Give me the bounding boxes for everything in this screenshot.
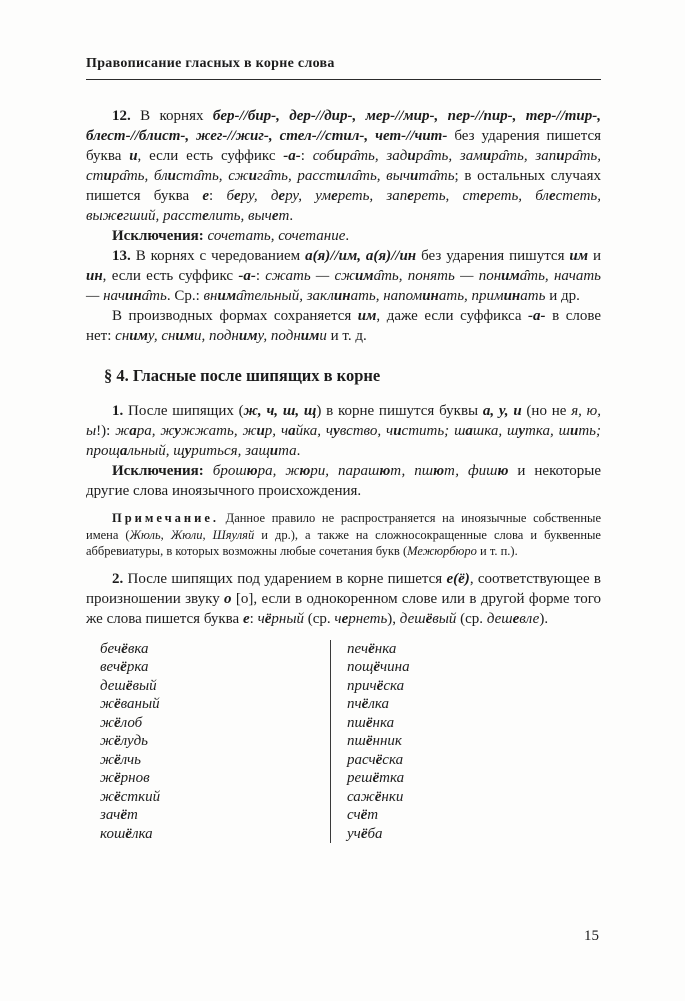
word-column-left [86, 640, 330, 844]
text-segment: ра, ж [136, 423, 175, 439]
text-segment: е [278, 188, 286, 204]
text-segment: им [217, 288, 237, 304]
word-item [100, 751, 330, 770]
text-segment: ё [375, 751, 383, 768]
text-segment: ин [503, 288, 521, 304]
text-segment: и [129, 148, 138, 164]
text-segment: е [242, 610, 250, 627]
text-segment: зач [100, 807, 121, 823]
text-segment: ж [100, 788, 114, 805]
text-segment: и т. д. [326, 328, 367, 344]
text-segment: вый [432, 610, 457, 627]
text-segment: льный, щ [127, 443, 185, 459]
text-segment: у [333, 423, 340, 439]
text-segment: вле [519, 610, 540, 627]
text-segment: В корнях с чередованием [135, 248, 306, 264]
text-segment: -а- [528, 308, 546, 324]
text-segment: и [556, 148, 565, 164]
text-segment: ё [113, 733, 121, 749]
text-segment: деш [486, 610, 513, 627]
text-segment: соб [312, 148, 334, 164]
text-segment: а [465, 423, 473, 439]
text-segment: ё [360, 825, 368, 842]
text-segment: В корнях [140, 108, 213, 124]
word-item [347, 714, 601, 733]
text-segment: ж [100, 696, 114, 712]
text-segment: 1. [112, 403, 129, 419]
note-paragraph [86, 510, 601, 560]
text-segment: реш [347, 770, 373, 786]
text-segment: сн [115, 328, 130, 344]
section-heading: § 4. Гласные после шипящих в корне [104, 366, 381, 385]
text-segment: я, ю, ы [86, 403, 602, 439]
text-segment: ё [360, 807, 368, 823]
text-segment: ла̑ть, выч [344, 168, 411, 184]
text-segment: Исключения: [112, 463, 213, 479]
text-segment: нка [372, 714, 395, 731]
text-segment: е(ё) [446, 570, 470, 587]
word-item [347, 677, 601, 696]
text-segment: ю [497, 463, 509, 479]
text-segment: ), [387, 610, 400, 627]
text-segment: ж [100, 714, 114, 731]
text-segment: . [296, 443, 301, 459]
text-segment: е [202, 208, 209, 224]
text-segment: сочетать, сочетание [207, 228, 346, 244]
text-segment: ё [120, 807, 127, 823]
text-segment: ра̑ть, зам [415, 148, 483, 164]
text-segment: и [319, 328, 327, 344]
page-body [86, 106, 601, 843]
word-item [347, 751, 601, 770]
text-segment: ин [86, 268, 103, 284]
word-item [100, 677, 330, 696]
text-segment: нки [381, 788, 404, 805]
text-segment: им [175, 328, 195, 344]
word-item [347, 695, 601, 714]
text-segment: ру, ум [285, 188, 332, 204]
text-segment: им [129, 328, 148, 344]
text-segment: и [248, 168, 257, 184]
text-segment: . Ср.: [166, 288, 204, 304]
text-segment: расч [347, 751, 376, 768]
text-segment: и [410, 168, 419, 184]
text-segment: ч [257, 610, 265, 627]
word-item [100, 714, 330, 733]
text-segment: без ударения пишутся [416, 248, 570, 264]
text-segment: нник [372, 733, 402, 749]
text-segment: рнеть [348, 610, 388, 627]
text-segment: ть; прощ [86, 423, 601, 459]
text-segment: ста̑ть, сж [175, 168, 249, 184]
text-segment: в слове нет: [86, 308, 601, 344]
text-segment: : [209, 188, 227, 204]
text-segment: е [331, 188, 338, 204]
text-segment: и др.), а также на сложносокращенные слова и буквенные аббревиатуры, в которых возможны любые сочетания букв ( [86, 527, 601, 558]
text-segment: вый [132, 677, 157, 694]
text-segment: чина [380, 659, 410, 675]
text-segment: 12. [112, 108, 141, 124]
text-segment: у [518, 423, 526, 439]
text-segment: а̑ть, понять — пон [373, 268, 502, 284]
text-segment: саж [347, 788, 375, 805]
text-segment: пш [347, 714, 366, 731]
text-segment: реть, бл [486, 188, 549, 204]
text-segment: ; в остальных случаях пишется буква [86, 168, 601, 204]
text-segment: е [341, 610, 349, 627]
text-segment: В производных формах сохраняется [112, 308, 358, 324]
text-segment: им [354, 268, 374, 284]
text-segment: ба [367, 825, 383, 842]
paragraph-1 [86, 401, 601, 461]
paragraph-2 [86, 569, 601, 629]
text-segment: пч [347, 696, 362, 712]
text-segment: ё [361, 696, 369, 712]
word-item [100, 695, 330, 714]
text-segment: ин [422, 288, 439, 304]
text-segment: им [300, 328, 320, 344]
text-segment: жжать, ж [180, 423, 257, 439]
running-head: Правописание гласных в корне слова [86, 56, 601, 80]
text-segment: а̑ть, начать — нач [86, 268, 602, 304]
text-segment: ска [382, 751, 404, 768]
text-segment: ра̑ть, бл [111, 168, 168, 184]
text-segment: ё [376, 677, 384, 694]
text-segment: и [256, 423, 265, 439]
text-segment: [о], если в однокоренном слове или в другой форме того же слова пишется буква [86, 590, 601, 627]
word-item [347, 825, 601, 844]
page-header [86, 56, 601, 80]
text-segment: ж [115, 423, 130, 439]
text-segment: прич [347, 677, 377, 694]
text-segment: рный [271, 610, 304, 627]
text-segment: реть, ст [413, 188, 480, 204]
text-segment: ра, ж [257, 463, 300, 479]
text-segment: а̑ть [141, 288, 167, 304]
text-segment: е [407, 188, 414, 204]
text-segment: : [300, 148, 313, 164]
text-segment: у [184, 443, 192, 459]
text-segment: ё [365, 733, 373, 749]
word-item [347, 732, 601, 751]
word-item [347, 658, 601, 677]
text-segment: ё [425, 610, 433, 627]
text-segment: ру, д [240, 188, 279, 204]
text-segment: без ударения пишется буква [86, 128, 601, 164]
text-segment: реть, зап [337, 188, 408, 204]
text-segment: лка [131, 825, 153, 842]
text-segment: ин [125, 288, 142, 304]
text-segment: шка, ш [472, 423, 519, 439]
text-segment: После шипящих ( [128, 403, 244, 419]
text-segment: у [174, 423, 181, 439]
text-segment: Примечание. [112, 511, 220, 525]
text-segment: га̑ть, расст [256, 168, 337, 184]
text-segment: Исключения: [112, 228, 208, 244]
text-segment: ю [379, 463, 391, 479]
text-segment: ра̑ть, зад [342, 148, 408, 164]
text-segment: и [336, 168, 345, 184]
text-segment: (ср. [304, 610, 335, 627]
text-segment: е [233, 188, 241, 204]
text-segment: им [501, 268, 520, 284]
text-segment: уч [347, 825, 361, 842]
word-item [347, 806, 601, 825]
text-segment: и [482, 148, 492, 164]
text-segment: е [271, 208, 279, 224]
page-number: 15 [584, 928, 599, 944]
text-segment: и [103, 168, 112, 184]
text-segment: ваный [120, 696, 160, 712]
text-segment: ё [113, 770, 121, 786]
text-segment: ра̑ть, зап [491, 148, 557, 164]
text-segment: и [333, 148, 343, 164]
text-segment: а [119, 443, 128, 459]
text-segment: !): [96, 423, 116, 439]
text-segment: Данное правило не распространяется на иноязычные собственные имена ( [86, 511, 601, 542]
text-segment: ж [100, 751, 114, 768]
word-item [347, 640, 601, 659]
text-segment: е [548, 188, 556, 204]
text-segment: а [129, 423, 137, 439]
text-segment: , соответствующее в произношении звуку [86, 570, 601, 607]
text-segment: у, сн [147, 328, 176, 344]
text-segment: ё [373, 659, 380, 675]
word-list [86, 640, 601, 844]
text-segment: ё [113, 788, 121, 805]
text-segment: рнов [120, 770, 150, 786]
text-segment: (но не [521, 403, 572, 419]
text-segment: а(я)//им, а(я)//ин [305, 248, 417, 264]
text-segment: т, фиш [444, 463, 498, 479]
text-segment: : [255, 268, 266, 284]
text-segment: вн [203, 288, 218, 304]
paragraph-12 [86, 106, 601, 226]
text-segment: у, подн [257, 328, 301, 344]
text-segment: б [226, 188, 234, 204]
text-segment: и [167, 168, 176, 184]
paragraph-13 [86, 246, 601, 306]
text-segment: -а- [283, 148, 301, 164]
text-segment: сжать — сж [265, 268, 355, 284]
text-segment: сткий [120, 788, 161, 805]
text-segment: брош [212, 463, 247, 479]
text-segment: ). [539, 610, 549, 627]
text-segment: а̑тельный, закл [236, 288, 334, 304]
text-segment: стеть, выж [86, 188, 601, 224]
text-segment: сч [347, 807, 361, 823]
text-segment: т [367, 807, 379, 823]
text-segment: ё [368, 640, 375, 657]
text-segment: деш [399, 610, 426, 627]
text-segment: печ [347, 640, 369, 657]
exceptions-line-2 [86, 461, 601, 501]
text-segment: ж, ч, ш, щ [243, 403, 317, 419]
text-segment: ри, параш [310, 463, 380, 479]
word-column-right [330, 640, 601, 844]
text-segment: После шипящих под ударением в корне пишется [127, 570, 447, 587]
text-segment: рка [126, 659, 149, 675]
word-item [100, 825, 330, 844]
text-segment: 13. [112, 248, 136, 264]
text-segment: йка, ч [295, 423, 334, 439]
text-segment: и, подн [194, 328, 239, 344]
text-segment: т [126, 807, 138, 823]
text-segment: (ср. [456, 610, 487, 627]
paragraph-13-derived-forms [86, 306, 601, 346]
text-segment: е [116, 208, 124, 224]
text-segment: тка [379, 770, 405, 786]
word-item [100, 658, 330, 677]
text-segment: и [393, 423, 402, 439]
text-segment: е [202, 188, 210, 204]
word-item [100, 788, 330, 807]
word-item [100, 769, 330, 788]
exceptions-line-1 [86, 226, 601, 246]
text-segment: т, пш [390, 463, 434, 479]
text-segment: ё [113, 696, 121, 712]
text-segment: 2. [112, 570, 128, 587]
word-item [347, 788, 601, 807]
text-segment: ё [372, 770, 380, 786]
text-segment: и др. [545, 288, 580, 304]
text-segment: гший, расст [123, 208, 203, 224]
text-segment: ра̑ть, ст [86, 148, 601, 184]
text-segment: риться, защ [191, 443, 270, 459]
text-segment: вка [127, 640, 149, 657]
text-segment: ю [299, 463, 311, 479]
text-segment: ж [100, 770, 114, 786]
text-segment: , даже если суффикса [376, 308, 529, 324]
word-item [100, 640, 330, 659]
text-segment: , если есть суффикс [102, 268, 239, 284]
text-segment: тка, ш [525, 423, 570, 439]
text-segment: беч [100, 640, 122, 657]
text-segment: ё [121, 640, 128, 657]
text-segment: та̑ть [418, 168, 455, 184]
text-segment: кош [100, 825, 126, 842]
text-segment: ё [113, 751, 121, 768]
text-segment: и [269, 443, 279, 459]
text-segment: ё [125, 825, 132, 842]
text-segment: ) в корне пишутся буквы [316, 403, 483, 419]
text-segment: пощ [347, 659, 374, 675]
text-segment: е [512, 610, 520, 627]
text-segment: стить; ш [401, 423, 466, 439]
text-segment: и некоторые другие слова иноязычного происхождения. [86, 463, 602, 499]
text-segment: е [479, 188, 487, 204]
text-segment: о [224, 590, 232, 607]
text-segment: а, у, и [482, 403, 522, 419]
text-segment: ё [365, 714, 373, 731]
text-segment: им [238, 328, 258, 344]
text-segment: ю [433, 463, 445, 479]
text-segment: деш [100, 677, 126, 694]
text-segment: веч [100, 659, 121, 675]
text-segment: лчь [120, 751, 141, 768]
text-segment: . [345, 228, 350, 244]
text-segment: пш [347, 733, 366, 749]
text-segment: . [289, 208, 294, 224]
text-segment: ать, напом [350, 288, 423, 304]
text-segment: нка [374, 640, 397, 657]
text-segment: ё [120, 659, 127, 675]
text-segment: ё [125, 677, 133, 694]
text-segment: а [288, 423, 296, 439]
text-segment: лоб [120, 714, 143, 731]
text-segment: ска [383, 677, 405, 694]
text-segment: и [407, 148, 416, 164]
text-segment: и [570, 423, 579, 439]
text-segment: ин [333, 288, 351, 304]
text-segment: ать, прим [438, 288, 504, 304]
text-segment: ё [264, 610, 272, 627]
word-item [347, 769, 601, 788]
text-segment: та [278, 443, 297, 459]
text-segment: бер-//бир-, дер-//дир-, мер-//мир-, пер-//пир-, тер-//тир-, блест-//блист-, жег-//жиг-, стел-//стил-, чет-//чит- [86, 108, 602, 144]
text-segment: лить, выч [208, 208, 272, 224]
text-segment: ё [374, 788, 382, 805]
text-segment: лудь [120, 733, 148, 749]
text-segment: т [278, 208, 290, 224]
text-segment: Жюль, Жюли, Шяуляй [129, 527, 255, 542]
text-segment: ё [113, 714, 121, 731]
text-segment: , если есть суффикс [137, 148, 284, 164]
text-segment: и т. п.). [476, 544, 518, 558]
word-item [100, 806, 330, 825]
text-segment: им [569, 248, 589, 264]
text-segment: вство, ч [339, 423, 394, 439]
text-segment: Межюрбюро [407, 544, 477, 558]
text-segment: ч [334, 610, 342, 627]
text-segment: ж [100, 733, 114, 749]
text-segment: ать [520, 288, 546, 304]
text-segment: лка [368, 696, 390, 712]
text-segment: ю [246, 463, 258, 479]
text-segment: р, ч [264, 423, 289, 439]
text-segment: и [588, 248, 602, 264]
text-segment: -а- [238, 268, 256, 284]
text-segment: : [249, 610, 258, 627]
word-item [100, 732, 330, 751]
text-segment: им [357, 308, 377, 324]
